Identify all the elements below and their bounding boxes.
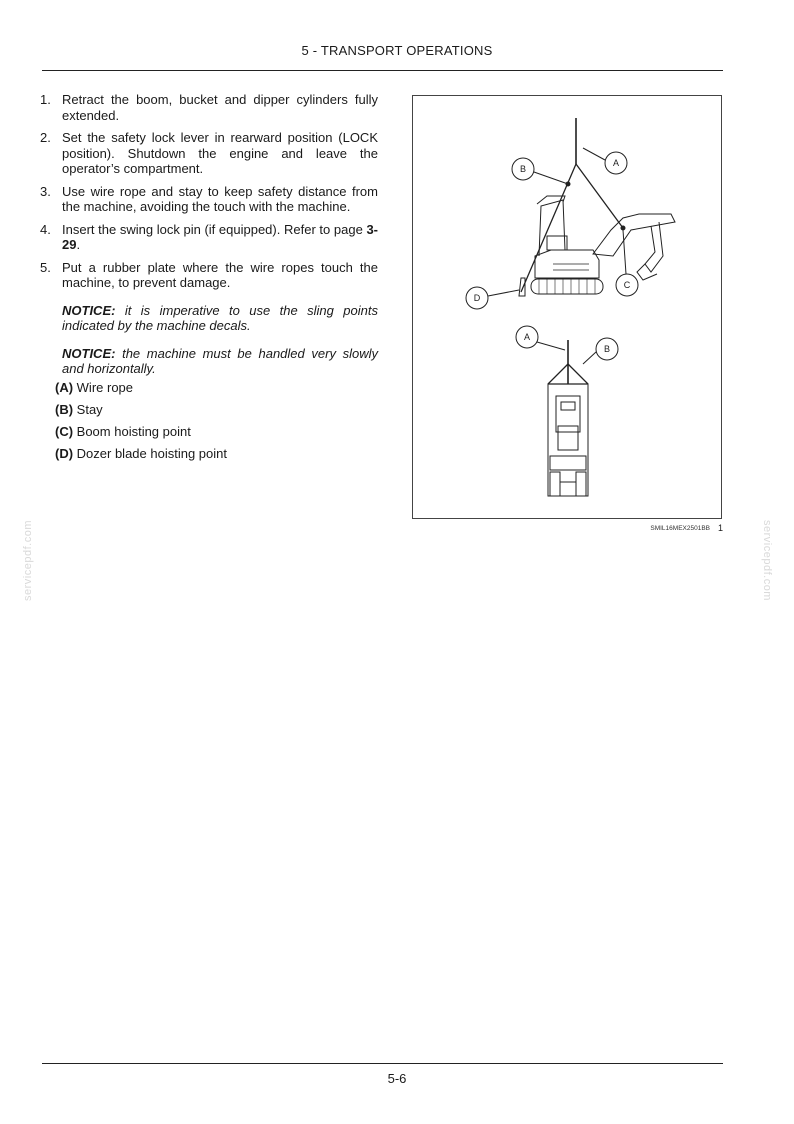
header-rule (42, 70, 723, 71)
callout-label-a: A (523, 332, 531, 342)
page-reference: 3-29 (62, 221, 378, 252)
boom-hoist-point (621, 226, 625, 230)
dipper-arm (645, 222, 663, 272)
step-text: Put a rubber plate where the wire ropes touch the machine, to prevent damage. (62, 259, 378, 290)
footer-rule (42, 1063, 723, 1064)
step-number: 4. (40, 221, 51, 237)
step-item (40, 260, 378, 377)
seat-front (558, 426, 578, 450)
legend-key: (C) (55, 424, 74, 439)
step-number: 2. (40, 130, 51, 145)
notice-text: the machine must be handled very slowly and horizontally. (62, 345, 378, 376)
page-number: 5-6 (387, 1071, 407, 1086)
body-detail (553, 264, 589, 270)
page-header-title: 5 - TRANSPORT OPERATIONS (301, 43, 493, 58)
dozer-blade (519, 278, 525, 296)
seat (547, 236, 567, 250)
legend-key: (B) (55, 402, 74, 417)
wire-rope-line (548, 364, 568, 384)
leader-line (534, 172, 568, 184)
figure-legend (55, 380, 375, 468)
step-text: Insert the swing lock pin (if equipped). Refer to page (62, 221, 367, 237)
leader-line (488, 290, 519, 296)
callout-label-a: A (612, 158, 620, 168)
legend-key: (D) (55, 446, 74, 461)
notice-paragraph (62, 346, 378, 377)
canopy (539, 200, 565, 256)
step-item (40, 130, 378, 177)
canopy-front (556, 396, 580, 432)
figure-number: 1 (718, 523, 724, 533)
watermark-right: servicepdf.com (761, 520, 773, 601)
step-item (40, 184, 378, 215)
leader-line (583, 148, 605, 160)
leader-line (583, 352, 596, 364)
wire-rope-line (568, 364, 588, 384)
legend-item (55, 424, 375, 439)
notice-label: NOTICE: (62, 302, 116, 318)
legend-text: Stay (73, 402, 103, 417)
excavator-lifting-diagram (413, 96, 723, 520)
step-number: 1. (40, 92, 51, 107)
procedure-steps (40, 92, 378, 384)
track (531, 279, 603, 294)
legend-text: Dozer blade hoisting point (73, 446, 227, 461)
step-item (40, 222, 378, 253)
step-item (40, 92, 378, 123)
legend-key: (A) (55, 380, 74, 395)
track-front (550, 472, 560, 496)
legend-text: Boom hoisting point (73, 424, 191, 439)
dozer-front (560, 482, 576, 496)
body-front (550, 456, 586, 470)
watermark-left: servicepdf.com (22, 520, 34, 601)
legend-item (55, 446, 375, 461)
callout-label-c: C (623, 280, 631, 290)
leader-line (623, 230, 626, 274)
legend-text: Wire rope (73, 380, 134, 395)
track-front (576, 472, 586, 496)
step-text-end: . (76, 237, 81, 252)
step-number: 5. (40, 259, 51, 275)
step-text: Set the safety lock lever in rearward position (LOCK position). Shutdown the engine and leave the operator’s compartment. (62, 130, 378, 176)
step-text: Retract the boom, bucket and dipper cylinders fully extended. (62, 92, 378, 123)
notice-label: NOTICE: (62, 345, 116, 361)
leader-line (537, 342, 565, 350)
legend-item (55, 402, 375, 417)
lifting-illustration (412, 95, 722, 519)
step-text: Use wire rope and stay to keep safety distance from the machine, avoiding the touch with the machine. (62, 183, 378, 214)
legend-item (55, 380, 375, 395)
notice-text: it is imperative to use the sling points indicated by the machine decals. (62, 302, 378, 333)
machine-front-outline (548, 384, 588, 496)
callout-label-b: B (603, 344, 611, 354)
callout-label-b: B (519, 164, 527, 174)
callout-label-d: D (473, 293, 481, 303)
step-number: 3. (40, 183, 51, 199)
window (561, 402, 575, 410)
figure-id: SMIL16MEX2501BB (650, 525, 710, 532)
notice-paragraph (62, 303, 378, 334)
